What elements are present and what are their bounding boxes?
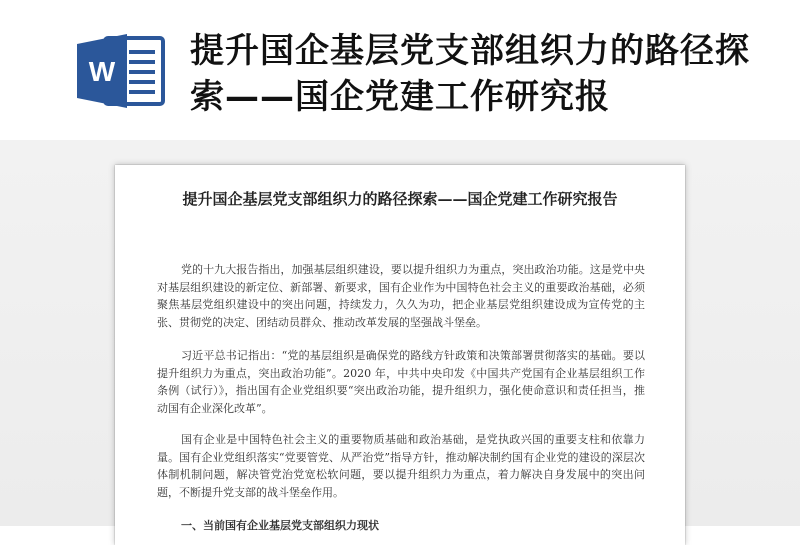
document-title: 提升国企基层党支部组织力的路径探索——国企党建工作研究报告 xyxy=(182,190,618,208)
page-title: 提升国企基层党支部组织力的路径探索——国企党建工作研究报 xyxy=(190,31,750,117)
word-icon xyxy=(75,32,167,110)
paragraph: 国有企业是中国特色社会主义的重要物质基础和政治基础，是党执政兴国的重要支柱和依靠力量。国有企业党组织落实“党要管党、从严治党”指导方针，推动解决制约国有企业党的建设的深层次体制机制问题，解决管党治党宽松软问题，要以提升组织力为重点，着力解决自身发展中的突出问题，不断提升党支部的战斗堡垒作用。 xyxy=(157,433,645,499)
paragraph: 党的十九大报告指出，加强基层组织建设，要以提升组织力为重点，突出政治功能。这是党中央对基层组织建设的新定位、新部署、新要求，国有企业作为中国特色社会主义的重要政治基础，必须聚焦基层党组织建设中的突出问题，持续发力，久久为功，把企业基层党组织建设成为宣传党的主张、贯彻党的决定、团结动员群众、推动改革发展的坚强战斗堡垒。 xyxy=(157,263,645,329)
document-page xyxy=(115,165,685,545)
svg-text:W: W xyxy=(88,56,116,87)
header xyxy=(0,0,800,140)
paragraph: 习近平总书记指出：“党的基层组织是确保党的路线方针政策和决策部署贯彻落实的基础。要以提升组织力为重点，突出政治功能”。2020 年，中共中央印发《中国共产党国有企业基层组织工作条例（试行）》，指出国有企业党组织要“突出政治功能，提升组织力，强化使命意识和责任担当，推动国有企业深化改革”。 xyxy=(157,349,645,415)
section-heading: 一、当前国有企业基层党支部组织力现状 xyxy=(181,519,379,532)
